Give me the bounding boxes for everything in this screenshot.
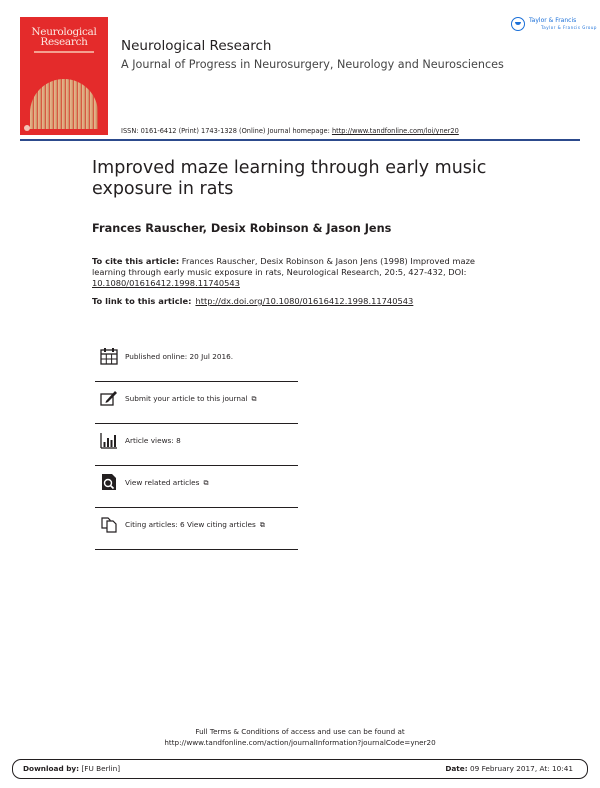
info-submit[interactable] (95, 382, 298, 424)
download-date-value: 09 February 2017, At: 10:41 (467, 764, 573, 773)
citation-block (92, 256, 502, 290)
cover-artwork (30, 79, 98, 129)
cite-label: To cite this article: (92, 256, 180, 266)
download-date (445, 764, 573, 773)
article-info-list (95, 340, 298, 550)
download-by-value: [FU Berlin] (79, 764, 121, 773)
terms-url-link[interactable]: http://www.tandfonline.com/action/journalInformation?journalCode=yner20 (164, 737, 436, 747)
link-label: To link to this article: (92, 296, 192, 306)
download-info-bar (12, 759, 588, 779)
calendar-icon (100, 347, 118, 365)
header-divider (20, 139, 580, 141)
citing-documents-icon (100, 515, 118, 533)
publisher-name: Taylor & Francis (529, 17, 577, 24)
journal-title: Neurological Research (121, 38, 272, 54)
issn-text: ISSN: 0161-6412 (Print) 1743-1328 (Online) Journal homepage: (121, 127, 332, 135)
cite-text: Frances Rauscher, Desix Robinson & Jason Jens (1998) Improved maze learning through early music exposure in rats, Neurological Research, 20:5, 427-432, DOI: (92, 256, 476, 278)
article-title: Improved maze learning through early music exposure in rats (92, 158, 487, 199)
edit-icon (100, 389, 118, 407)
cover-title-line1: Neurological (31, 26, 97, 38)
info-citing[interactable] (95, 508, 298, 550)
journal-homepage-link[interactable]: http://www.tandfonline.com/loi/yner20 (331, 127, 459, 135)
cover-title-line2: Research (40, 36, 88, 48)
bar-chart-icon (100, 431, 118, 449)
download-by (23, 764, 120, 773)
journal-subtitle: A Journal of Progress in Neurosurgery, Neurology and Neurosciences (121, 58, 504, 71)
terms-line-1: Full Terms & Conditions of access and use can be found at (195, 727, 405, 736)
cover-publisher-logo (24, 125, 30, 131)
submit-article-label: Submit your article to this journal (125, 394, 248, 403)
submit-article-link[interactable] (125, 394, 257, 404)
external-link-icon: ⧉ (251, 395, 257, 403)
published-date: Published online: 20 Jul 2016. (125, 352, 234, 361)
external-link-icon: ⧉ (259, 521, 265, 529)
citing-articles-label: Citing articles: 6 View citing articles (125, 520, 256, 529)
info-related[interactable] (95, 466, 298, 508)
external-link-icon: ⧉ (203, 479, 209, 487)
view-related-articles-link[interactable] (125, 478, 208, 488)
publisher-group: Taylor & Francis Group (541, 25, 597, 30)
article-doi-link[interactable]: http://dx.doi.org/10.1080/01616412.1998.11740543 (195, 296, 414, 306)
info-published (95, 340, 298, 382)
search-document-icon (100, 473, 118, 491)
article-authors: Frances Rauscher, Desix Robinson & Jason Jens (92, 222, 392, 235)
article-views: Article views: 8 (125, 436, 181, 445)
publisher-logo-icon (511, 17, 525, 31)
related-articles-label: View related articles (125, 478, 200, 487)
terms-notice (100, 727, 500, 748)
info-views (95, 424, 298, 466)
cover-title (20, 27, 108, 47)
view-citing-articles-link[interactable] (125, 520, 265, 530)
cover-subtitle-bar (34, 51, 94, 53)
cite-doi-link[interactable]: 10.1080/01616412.1998.11740543 (92, 278, 240, 289)
download-date-label: Date: (445, 764, 468, 773)
issn-line (121, 127, 459, 135)
article-link-line (92, 296, 413, 306)
download-by-label: Download by: (23, 764, 80, 773)
publisher-logo (511, 17, 597, 33)
journal-cover-image (20, 17, 108, 135)
